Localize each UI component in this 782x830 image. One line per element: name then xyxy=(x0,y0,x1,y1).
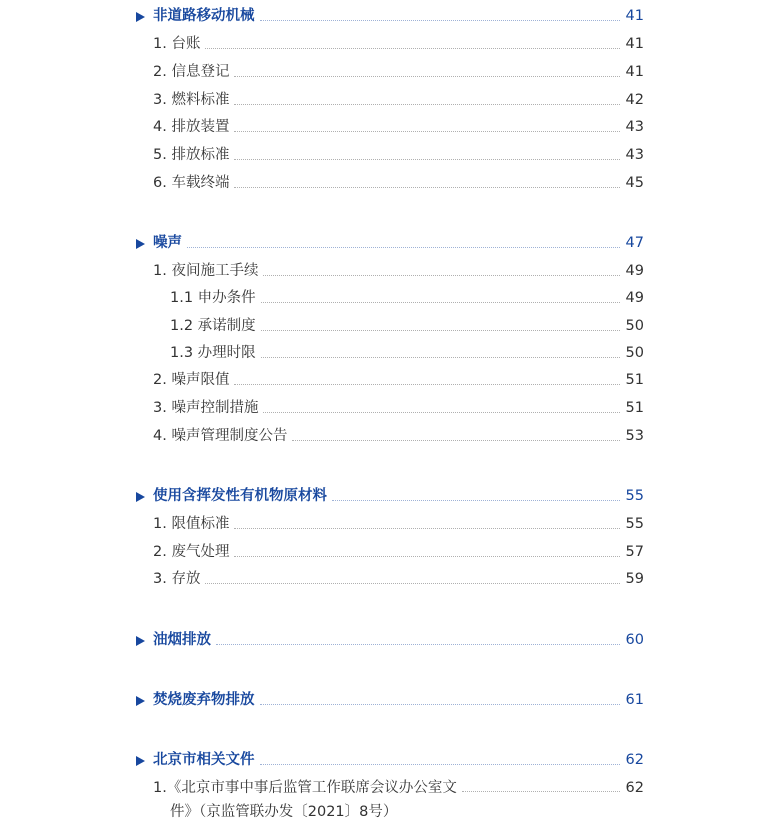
toc-item[interactable] xyxy=(153,90,644,110)
dot-leader xyxy=(263,275,619,276)
dot-leader xyxy=(216,644,620,645)
toc-page-number: 55 xyxy=(625,516,644,532)
dot-leader xyxy=(234,76,619,77)
dot-leader xyxy=(234,528,619,529)
toc-page-number: 57 xyxy=(625,544,644,560)
toc-page-number: 53 xyxy=(625,428,644,444)
toc-item[interactable] xyxy=(153,117,644,137)
dot-leader xyxy=(187,247,620,248)
toc-section-title: 焚烧废弃物排放 xyxy=(153,692,255,708)
toc-item[interactable] xyxy=(153,173,644,193)
toc-item-label: 1.1 申办条件 xyxy=(170,290,256,306)
toc-item-label: 1. 夜间施工手续 xyxy=(153,263,259,279)
toc-subitem[interactable] xyxy=(170,316,644,336)
toc-item-label: 4. 噪声管理制度公告 xyxy=(153,428,288,444)
dot-leader xyxy=(332,500,620,501)
toc-page-number: 41 xyxy=(625,64,644,80)
toc-section-title: 非道路移动机械 xyxy=(153,8,255,24)
dot-leader xyxy=(234,556,619,557)
dot-leader xyxy=(260,20,620,21)
dot-leader xyxy=(234,131,619,132)
dot-leader xyxy=(260,764,620,765)
toc-item-label: 6. 车载终端 xyxy=(153,175,230,191)
toc-item-label: 1. 限值标准 xyxy=(153,516,230,532)
toc-item-label: 3. 燃料标准 xyxy=(153,92,230,108)
toc-page-number: 50 xyxy=(625,318,644,334)
toc-page-number: 43 xyxy=(625,147,644,163)
toc-page-number: 62 xyxy=(625,752,644,768)
toc-item-label: 1.2 承诺制度 xyxy=(170,318,256,334)
toc-item-label: 1.3 办理时限 xyxy=(170,345,256,361)
toc-section-oil-fume[interactable] xyxy=(136,630,644,650)
dot-leader xyxy=(292,440,619,441)
dot-leader xyxy=(234,187,619,188)
toc-item-label: 5. 排放标准 xyxy=(153,147,230,163)
toc-section-voc-materials[interactable] xyxy=(136,486,644,506)
toc-page-number: 45 xyxy=(625,175,644,191)
dot-leader xyxy=(261,330,620,331)
dot-leader xyxy=(205,583,619,584)
toc-page-number: 41 xyxy=(625,36,644,52)
toc-item-label: 1. 台账 xyxy=(153,36,201,52)
toc-item[interactable] xyxy=(153,426,644,446)
toc-item[interactable] xyxy=(153,34,644,54)
toc-item-label: 4. 排放装置 xyxy=(153,119,230,135)
toc-section-beijing-documents[interactable] xyxy=(136,750,644,770)
toc-item-label: 3. 存放 xyxy=(153,571,201,587)
toc-item-label: 2. 信息登记 xyxy=(153,64,230,80)
toc-item-label: 2. 废气处理 xyxy=(153,544,230,560)
dot-leader xyxy=(261,357,620,358)
toc-page-number: 42 xyxy=(625,92,644,108)
toc-subitem[interactable] xyxy=(170,288,644,308)
toc-item[interactable] xyxy=(153,370,644,390)
toc-item[interactable] xyxy=(153,514,644,534)
toc-page-number: 47 xyxy=(625,235,644,251)
arrow-bullet-icon xyxy=(136,12,145,22)
toc-section-non-road-machinery[interactable] xyxy=(136,6,644,26)
toc-page-number: 49 xyxy=(625,290,644,306)
toc-item-label-continuation: 件》（京监管联办发〔2021〕8号） xyxy=(170,804,398,820)
toc-item[interactable] xyxy=(153,778,644,798)
toc-section-title: 使用含挥发性有机物原材料 xyxy=(153,488,327,504)
toc-item[interactable] xyxy=(153,398,644,418)
toc-page-number: 51 xyxy=(625,372,644,388)
dot-leader xyxy=(234,104,619,105)
toc-page-number: 50 xyxy=(625,345,644,361)
arrow-bullet-icon xyxy=(136,239,145,249)
toc-item[interactable] xyxy=(153,145,644,165)
toc-section-waste-burning[interactable] xyxy=(136,690,644,710)
toc-page-number: 60 xyxy=(625,632,644,648)
toc-section-title: 油烟排放 xyxy=(153,632,211,648)
dot-leader xyxy=(234,159,619,160)
toc-item[interactable] xyxy=(153,569,644,589)
toc-page-number: 61 xyxy=(625,692,644,708)
toc-item-label: 1.《北京市事中事后监管工作联席会议办公室文 xyxy=(153,780,457,796)
toc-item[interactable] xyxy=(153,62,644,82)
toc-item[interactable] xyxy=(153,542,644,562)
toc-page-number: 49 xyxy=(625,263,644,279)
toc-page-number: 41 xyxy=(625,8,644,24)
dot-leader xyxy=(234,384,619,385)
arrow-bullet-icon xyxy=(136,756,145,766)
toc-section-title: 噪声 xyxy=(153,235,182,251)
arrow-bullet-icon xyxy=(136,492,145,502)
dot-leader xyxy=(263,412,619,413)
dot-leader xyxy=(261,302,620,303)
arrow-bullet-icon xyxy=(136,636,145,646)
toc-page-number: 55 xyxy=(625,488,644,504)
toc-item[interactable] xyxy=(153,261,644,281)
toc-section-noise[interactable] xyxy=(136,233,644,253)
toc-page-number: 43 xyxy=(625,119,644,135)
toc-subitem[interactable] xyxy=(170,343,644,363)
toc-item-label: 3. 噪声控制措施 xyxy=(153,400,259,416)
dot-leader xyxy=(462,791,620,792)
toc-section-title: 北京市相关文件 xyxy=(153,752,255,768)
toc-page-number: 51 xyxy=(625,400,644,416)
arrow-bullet-icon xyxy=(136,696,145,706)
dot-leader xyxy=(205,48,619,49)
dot-leader xyxy=(260,704,620,705)
toc-item-label: 2. 噪声限值 xyxy=(153,372,230,388)
toc-page-number: 59 xyxy=(625,571,644,587)
toc-page-number: 62 xyxy=(625,780,644,796)
